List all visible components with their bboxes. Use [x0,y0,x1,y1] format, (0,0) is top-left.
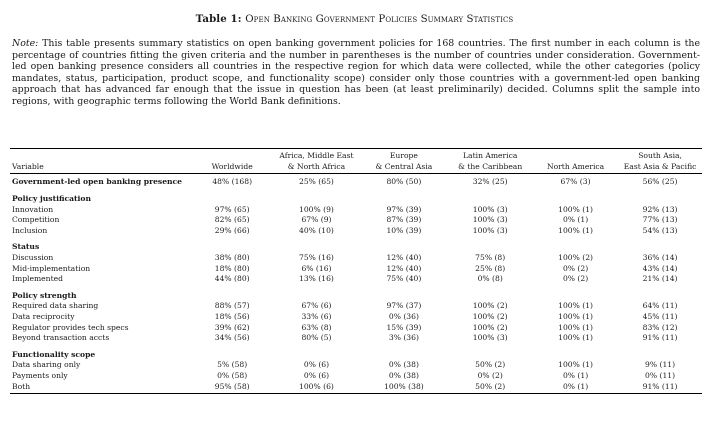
row-value-col-4: 100% (3) [472,225,508,235]
row-value-col-2: 0% (6) [303,370,330,380]
row-value-col-3: 75% (40) [386,274,422,284]
table-row [10,360,702,371]
row-value-col-3: 0% (38) [388,360,419,370]
row-value-col-2: 75% (16) [299,253,334,263]
row-value-col-6: 91% (11) [642,381,678,391]
table-bottom-rule [10,392,702,394]
row-value-col-6: 92% (13) [642,204,678,214]
row-value-col-6: 43% (14) [642,263,678,273]
row-value-col-1: 5% (58) [217,360,248,370]
row-value-col-6: 9% (11) [645,360,676,370]
table-row [10,274,702,285]
row-label: Regulator provides tech specs [12,322,129,332]
row-value-col-5: 0% (1) [562,381,589,391]
row-value-col-1: 95% (58) [214,381,250,391]
row-value-col-5: 0% (2) [562,274,589,284]
row-value-col-4: 100% (2) [472,312,508,322]
row-value-col-1: 29% (66) [214,225,250,235]
table-row [10,381,702,392]
row-label: Payments only [12,370,68,380]
row-value-col-2: 80% (5) [301,333,332,343]
row-value-col-5: 100% (1) [558,301,593,311]
row-value-col-4: 100% (3) [472,204,508,214]
row-value-col-3: 0% (36) [388,312,419,322]
presence-value-2: 25% (65) [299,177,334,187]
row-value-col-1: 0% (58) [217,370,248,380]
presence-row [10,177,702,188]
section-header [10,194,702,205]
row-value-col-5: 0% (1) [562,370,589,380]
table-row [10,322,702,333]
row-value-col-1: 18% (56) [214,312,250,322]
section-title: Status [12,242,40,252]
presence-value-6: 56% (25) [642,177,678,187]
row-label: Both [12,381,31,391]
header-col-2-line2: & North Africa [273,161,361,174]
table-row [10,226,702,237]
row-value-col-1: 38% (80) [214,253,250,263]
row-value-col-6: 45% (11) [642,312,678,322]
row-value-col-5: 0% (2) [562,263,589,273]
row-value-col-1: 97% (65) [214,204,250,214]
presence-value-3: 80% (50) [386,177,422,187]
row-label: Implemented [12,274,63,284]
section-header [10,291,702,302]
row-value-col-5: 0% (1) [562,215,589,225]
row-value-col-3: 10% (39) [386,225,422,235]
row-value-col-4: 100% (2) [472,322,508,332]
table-row [10,301,702,312]
row-value-col-1: 82% (65) [214,215,250,225]
table-note [12,38,700,108]
row-value-col-2: 67% (9) [301,215,332,225]
row-value-col-5: 100% (1) [558,322,593,332]
presence-value-5: 67% (3) [560,177,591,187]
row-label: Mid-implementation [12,263,91,273]
row-value-col-6: 36% (14) [642,253,678,263]
table-row [10,371,702,382]
row-value-col-2: 67% (6) [301,301,332,311]
row-value-col-1: 44% (80) [214,274,250,284]
table-row [10,333,702,344]
row-value-col-2: 6% (16) [301,263,332,273]
row-value-col-4: 0% (8) [477,274,503,284]
table-title-label: Table 1: [195,13,242,25]
row-value-col-2: 100% (6) [299,381,334,391]
table-row [10,215,702,226]
summary-table [10,148,702,394]
row-value-col-3: 3% (36) [388,333,419,343]
row-value-col-6: 91% (11) [642,333,678,343]
section-title: Policy justification [12,194,92,204]
row-value-col-3: 12% (40) [386,253,422,263]
row-value-col-4: 25% (8) [475,263,506,273]
row-value-col-4: 100% (3) [472,215,508,225]
table-row [10,312,702,323]
row-value-col-3: 0% (38) [388,370,419,380]
row-value-col-2: 63% (8) [301,322,332,332]
row-value-col-4: 0% (2) [477,370,503,380]
row-value-col-3: 15% (39) [386,322,422,332]
header-col-1-line2: Worldwide [192,161,273,174]
header-col-4-line2: & the Caribbean [447,161,532,174]
table-row [10,204,702,215]
header-col-6-line2: East Asia & Pacific [618,161,702,174]
row-value-col-2: 13% (16) [299,274,334,284]
table-note-lead: Note: [12,38,39,49]
row-value-col-4: 50% (2) [475,360,506,370]
table-row [10,253,702,264]
row-value-col-1: 39% (62) [214,322,250,332]
section-header [10,242,702,253]
row-label: Discussion [12,253,54,263]
row-value-col-5: 100% (1) [558,225,593,235]
row-label: Beyond transaction accts [12,333,110,343]
row-value-col-6: 54% (13) [642,225,678,235]
row-value-col-5: 100% (2) [558,253,593,263]
row-value-col-4: 75% (8) [475,253,506,263]
presence-label: Government-led open banking presence [12,177,182,187]
row-label: Innovation [12,204,54,214]
table-note-text: This table presents summary statistics on open banking government policies for 168 countries. The first number in each column is the percentage of countries fitting the given criteria and the number in parentheses is the number of countries under consideration. Government-led open banking presence considers all countries in the respective region for which data were collected, while the other categories (policy mandates, status, participation, product scope, and functionality scope) consider only those countries with a government-led open banking approach that has advanced far enough that the issue in question has been (at least preliminarily) decided. Columns split the sample into regions, with geographic terms following the World Bank definitions. [12,38,700,107]
row-value-col-6: 77% (13) [642,215,678,225]
header-variable: Variable [10,161,192,174]
row-value-col-5: 100% (1) [558,312,593,322]
row-label: Inclusion [12,225,48,235]
row-value-col-3: 100% (38) [384,381,424,391]
row-value-col-5: 100% (1) [558,204,593,214]
section-header [10,350,702,361]
presence-value-4: 32% (25) [472,177,508,187]
row-value-col-5: 100% (1) [558,333,593,343]
row-value-col-1: 34% (56) [214,333,250,343]
header-col-1-line1 [192,150,273,161]
section-title: Functionality scope [12,349,96,359]
table-row [10,263,702,274]
row-value-col-2: 100% (9) [299,204,334,214]
header-col-5-line2: North America [533,161,618,174]
row-label: Required data sharing [12,301,99,311]
row-value-col-2: 40% (10) [299,225,334,235]
row-value-col-6: 0% (11) [645,370,676,380]
header-col-3-line2: & Central Asia [360,161,447,174]
presence-value-1: 48% (168) [212,177,253,187]
row-value-col-3: 97% (37) [386,301,422,311]
row-value-col-6: 21% (14) [642,274,678,284]
header-col-5-line1 [533,150,618,161]
row-value-col-2: 0% (6) [303,360,330,370]
row-label: Data sharing only [12,360,81,370]
row-value-col-5: 100% (1) [558,360,593,370]
row-label: Competition [12,215,60,225]
row-label: Data reciprocity [12,312,75,322]
header-row-1 [10,150,702,161]
row-value-col-1: 18% (80) [214,263,250,273]
header-row-2 [10,161,702,174]
table-title-text: Open Banking Government Policies Summary Statistics [245,14,514,25]
row-value-col-6: 64% (11) [642,301,678,311]
row-value-col-6: 83% (12) [642,322,678,332]
section-title: Policy strength [12,290,77,300]
row-value-col-4: 100% (2) [472,301,508,311]
header-col-3-line1: Europe [389,151,418,160]
table-title [0,13,709,25]
row-value-col-3: 12% (40) [386,263,422,273]
row-value-col-1: 88% (57) [214,301,250,311]
row-value-col-4: 100% (3) [472,333,508,343]
row-value-col-3: 97% (39) [386,204,422,214]
row-value-col-3: 87% (39) [386,215,422,225]
header-col-6-line1: South Asia, [638,151,682,160]
header-col-2-line1: Africa, Middle East [279,151,354,160]
row-value-col-2: 33% (6) [301,312,332,322]
row-value-col-4: 50% (2) [475,381,506,391]
header-col-4-line1: Latin America [463,151,518,160]
